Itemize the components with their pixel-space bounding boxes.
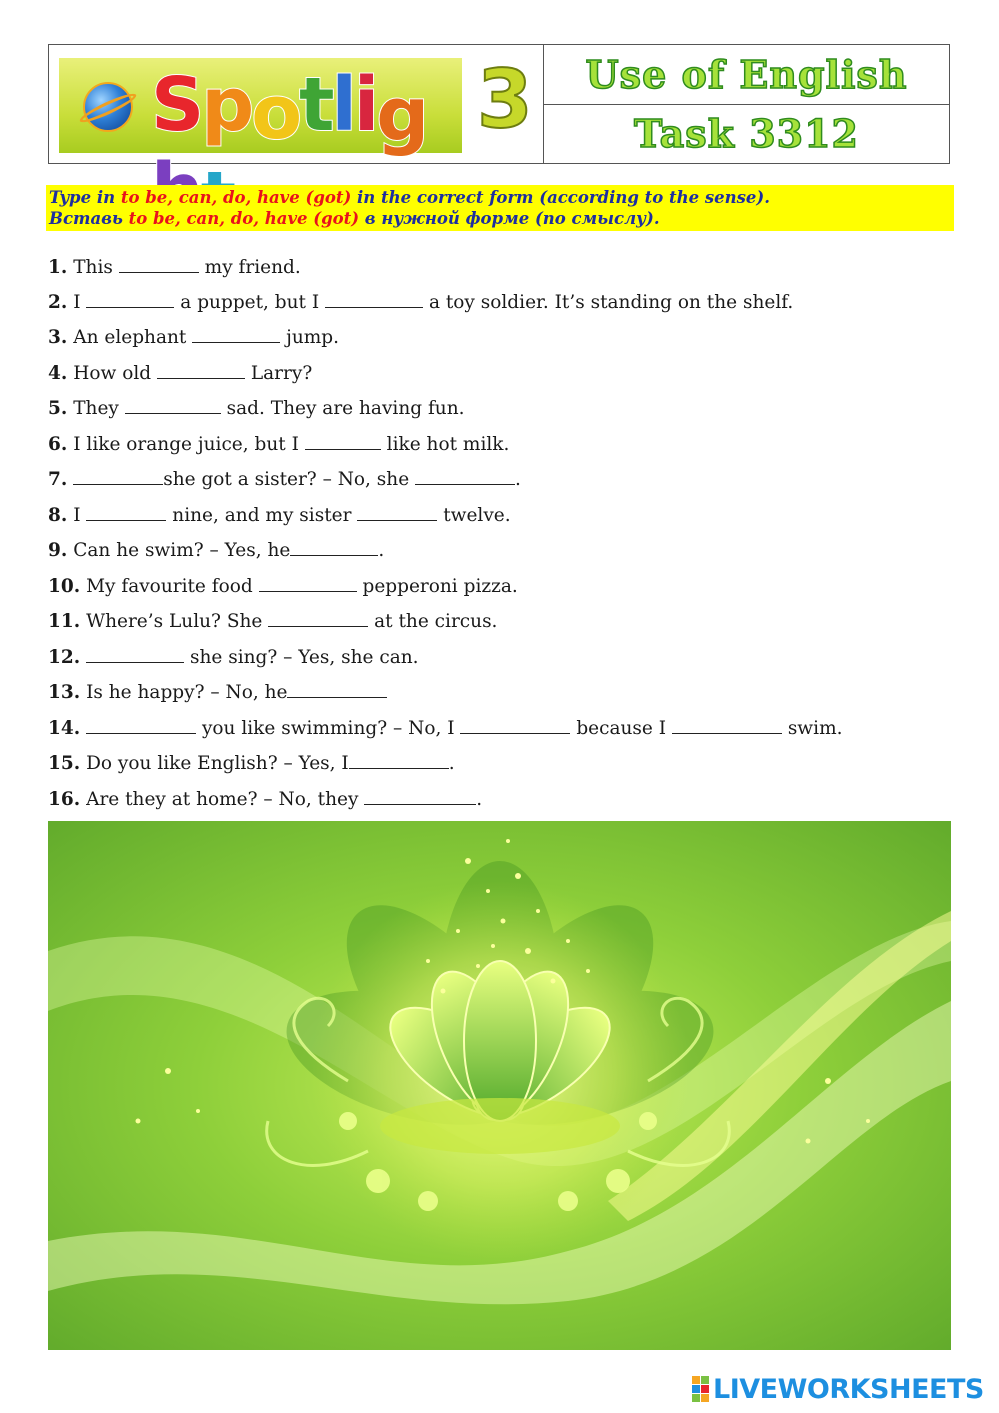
question-14 (48, 715, 843, 741)
question-number: 10. (48, 576, 81, 597)
question-text: like hot milk. (380, 434, 510, 455)
logo-letter: g (376, 72, 427, 158)
answer-blank[interactable] (86, 502, 166, 521)
question-text: you like swimming? – No, I (196, 718, 461, 739)
answer-blank[interactable] (86, 644, 184, 663)
instruction-en-suffix: in the correct form (according to the sense). (351, 188, 770, 207)
question-text: I (73, 505, 87, 526)
question-2 (48, 289, 793, 315)
question-11 (48, 608, 497, 634)
question-text: Where’s Lulu? She (86, 611, 269, 632)
liveworksheets-brand: LIVEWORKSHEETS (713, 1373, 984, 1405)
question-number: 1. (48, 257, 68, 278)
header-box (48, 44, 950, 164)
question-text: Larry? (244, 363, 313, 384)
question-number: 9. (48, 540, 68, 561)
answer-blank[interactable] (259, 573, 357, 592)
question-text: An elephant (73, 327, 193, 348)
answer-blank[interactable] (157, 360, 245, 379)
answer-blank[interactable] (268, 608, 368, 627)
question-text: because I (570, 718, 672, 739)
question-1 (48, 254, 301, 280)
question-7 (48, 466, 521, 492)
question-text: . (476, 789, 483, 810)
title-use-of-english: Use of English (544, 45, 949, 105)
question-text: Is he happy? – No, he (86, 682, 288, 703)
question-text: How old (73, 363, 157, 384)
answer-blank[interactable] (349, 750, 449, 769)
question-10 (48, 573, 518, 599)
question-6 (48, 431, 509, 457)
answer-blank[interactable] (672, 715, 782, 734)
question-text: a toy soldier. It’s standing on the shelf. (423, 292, 794, 313)
logo-cell (49, 45, 544, 163)
question-4 (48, 360, 312, 386)
question-text: nine, and my sister (166, 505, 358, 526)
question-number: 12. (48, 647, 81, 668)
answer-blank[interactable] (86, 289, 174, 308)
question-15 (48, 750, 455, 776)
question-12 (48, 644, 419, 670)
question-13 (48, 679, 387, 705)
question-number: 14. (48, 718, 81, 739)
question-text: Are they at home? – No, they (86, 789, 365, 810)
liveworksheets-blocks-icon (692, 1376, 710, 1402)
question-text: twelve. (437, 505, 511, 526)
title-cell (544, 45, 949, 163)
question-9 (48, 537, 384, 563)
question-text: This (73, 257, 119, 278)
question-text: I (73, 292, 87, 313)
instructions-box (46, 185, 954, 231)
liveworksheets-logo[interactable] (692, 1374, 984, 1404)
question-number: 3. (48, 327, 68, 348)
question-text: pepperoni pizza. (356, 576, 518, 597)
instruction-ru-words: to be, can, do, have (got) (128, 209, 360, 228)
instruction-ru-prefix: Вставь (49, 209, 129, 228)
question-text: They (73, 398, 125, 419)
question-text: Can he swim? – Yes, he (73, 540, 291, 561)
question-number: 4. (48, 363, 68, 384)
logo-letter: t (299, 62, 332, 148)
question-number: 11. (48, 611, 81, 632)
answer-blank[interactable] (287, 679, 387, 698)
answer-blank[interactable] (357, 502, 437, 521)
answer-blank[interactable] (415, 466, 515, 485)
instruction-en-prefix: Type in (49, 188, 121, 207)
question-text: at the circus. (368, 611, 498, 632)
logo-letter: p (201, 62, 252, 148)
instruction-russian (49, 208, 951, 229)
question-text: Do you like English? – Yes, I (86, 753, 349, 774)
question-text: swim. (781, 718, 843, 739)
question-number: 16. (48, 789, 81, 810)
question-number: 6. (48, 434, 68, 455)
logo-level-number: 3 (477, 53, 533, 146)
question-text: . (448, 753, 455, 774)
question-text: I like orange juice, but I (73, 434, 305, 455)
question-text: . (378, 540, 385, 561)
globe-icon (83, 82, 133, 132)
question-text: sad. They are having fun. (220, 398, 465, 419)
question-number: 7. (48, 469, 68, 490)
logo-letter: o (251, 70, 300, 156)
logo-letter: l (331, 62, 354, 148)
question-5 (48, 395, 465, 421)
instruction-ru-suffix: в нужной форме (по смыслу). (359, 209, 660, 228)
logo-letter: i (353, 62, 377, 148)
answer-blank[interactable] (86, 715, 196, 734)
spotlight-logo (59, 58, 462, 158)
lotus-artwork (48, 821, 951, 1350)
answer-blank[interactable] (305, 431, 381, 450)
question-number: 2. (48, 292, 68, 313)
question-3 (48, 324, 339, 350)
question-number: 15. (48, 753, 81, 774)
question-text: jump. (280, 327, 340, 348)
question-text: a puppet, but I (174, 292, 326, 313)
instruction-en-words: to be, can, do, have (got) (120, 188, 352, 207)
question-text: my friend. (198, 257, 301, 278)
question-number: 5. (48, 398, 68, 419)
question-text: she sing? – Yes, she can. (184, 647, 419, 668)
answer-blank[interactable] (290, 537, 378, 556)
question-8 (48, 502, 511, 528)
question-text: My favourite food (86, 576, 259, 597)
instruction-english (49, 187, 951, 208)
question-text: she got a sister? – No, she (163, 469, 416, 490)
answer-blank[interactable] (325, 289, 423, 308)
question-number: 8. (48, 505, 68, 526)
question-text: . (515, 469, 521, 490)
answer-blank[interactable] (119, 254, 199, 273)
answer-blank[interactable] (125, 395, 221, 414)
answer-blank[interactable] (192, 324, 280, 343)
answer-blank[interactable] (460, 715, 570, 734)
answer-blank[interactable] (364, 786, 476, 805)
decorative-lotus-image (48, 821, 951, 1350)
answer-blank[interactable] (73, 466, 163, 485)
question-number: 13. (48, 682, 81, 703)
logo-letter: S (151, 62, 202, 148)
question-16 (48, 786, 482, 812)
task-number: Task 3312 (634, 111, 859, 157)
